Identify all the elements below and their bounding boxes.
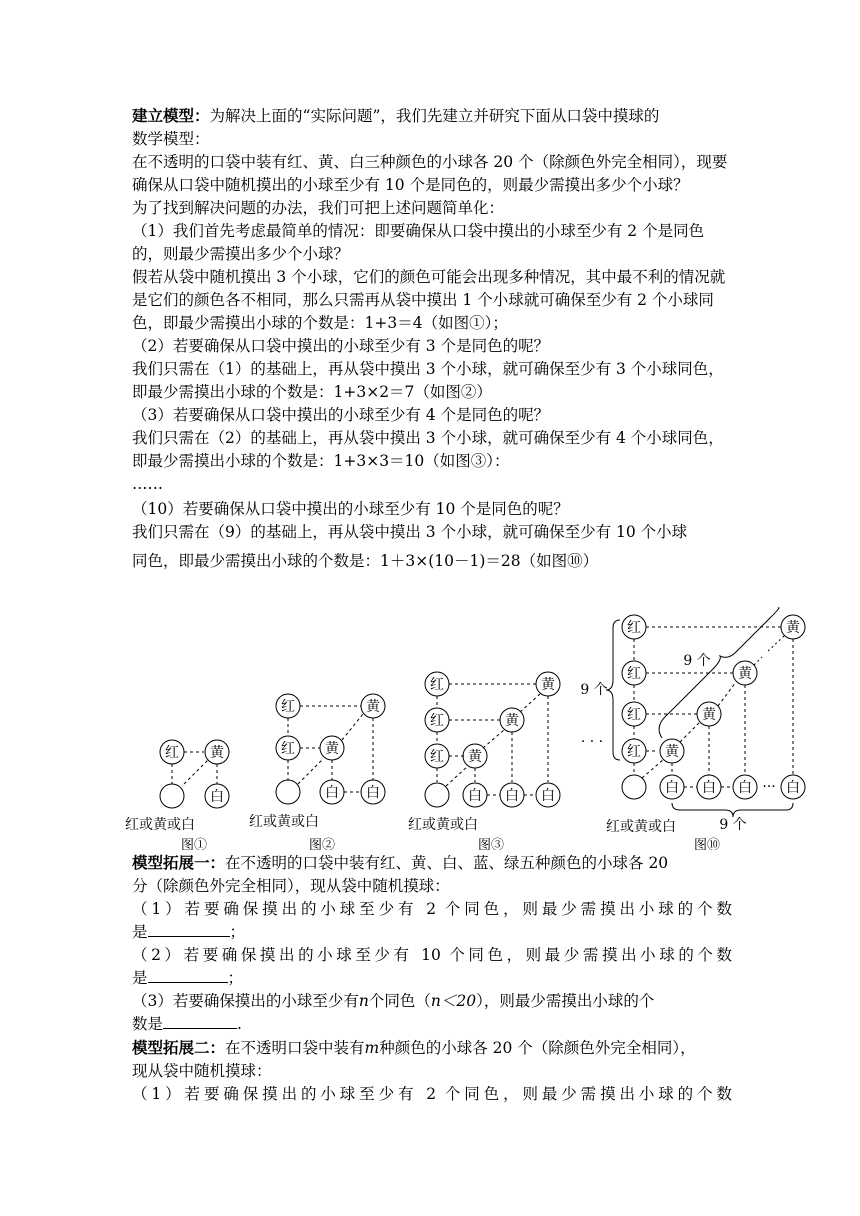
fig3-white-2: 白 <box>505 788 519 804</box>
fig3-yellow-3: 黄 <box>468 749 482 765</box>
fig10-red-4: 红 <box>627 744 641 760</box>
fig10-yellow-3: 黄 <box>702 707 716 723</box>
fig3-white-1: 白 <box>468 788 482 804</box>
fig10-red-3: 红 <box>627 707 641 723</box>
fig1-caption: 图① <box>180 838 208 850</box>
fig2-any-label: 红或黄或白 <box>249 814 319 830</box>
fig1-yellow-label: 黄 <box>210 745 224 761</box>
fig3-red-3: 红 <box>430 749 444 765</box>
fig10-yellow-1: 黄 <box>786 620 800 636</box>
step-3-question: （3）若要确保从口袋中摸出的小球至少有 4 个是同色的呢？ <box>132 406 550 424</box>
ext1-q1-line2: 是 ； <box>132 923 246 941</box>
fig10-caption: 图⑩ <box>693 838 721 850</box>
step-3-answer: 我们只需在（2）的基础上，再从袋中摸出 3 个小球，就可确保至少有 4 个小球同色，即最少需摸出小球的个数是：1+3×3＝10（如图③）： <box>132 429 724 470</box>
fig3-yellow-2: 黄 <box>505 713 519 729</box>
intro-line-2: 数学模型： <box>132 130 210 148</box>
fig1-any-label: 红或黄或白 <box>125 817 195 833</box>
ext1-q2-line2: 是 ； <box>132 969 244 987</box>
step-1-answer: 假若从袋中随机摸出 3 个小球，它们的颜色可能会出现多种情况，其中最不利的情况就是它们的颜色各不相同，那么只需再从袋中摸出 1 个小球就可确保至少有 2 个小球同色，即最少需摸出小球的个数是：1+3＝4（如图①）； <box>132 268 726 332</box>
fig1-red-label: 红 <box>165 745 179 761</box>
between-dots: · · · <box>580 734 604 750</box>
fig10-row-dots: ··· <box>762 779 776 795</box>
fig2-red-mid: 红 <box>281 741 295 757</box>
step-2-answer: 我们只需在（1）的基础上，再从袋中摸出 3 个小球，就可确保至少有 3 个小球同色，即最少需摸出小球的个数是：1+3×2＝7（如图②） <box>132 360 724 401</box>
fig3-red-2: 红 <box>430 713 444 729</box>
figure-3 <box>425 672 560 807</box>
ext2-q1-line1: （1）若要确保摸出的小球至少有 2 个同色，则最少需摸出小球的个数 <box>132 1085 732 1103</box>
fig10-white-4: 白 <box>786 780 800 796</box>
fig10-diagonal-count: 9 个 <box>683 653 711 669</box>
fig10-yellow-2: 黄 <box>738 666 752 682</box>
ext1-q3-line2: 数是 . <box>132 1015 242 1033</box>
ext1-q3-line1: （3）若要确保摸出的小球至少有n个同色（n＜20），则最少需摸出小球的个 <box>132 992 655 1010</box>
fig10-vertical-count: 9 个 <box>580 682 608 698</box>
answer-blank-1[interactable] <box>148 922 230 937</box>
ext1-q1-line1: （1）若要确保摸出的小球至少有 2 个同色，则最少需摸出小球的个数 <box>132 900 732 918</box>
fig2-white-1: 白 <box>325 785 339 801</box>
fig3-red-1: 红 <box>430 677 444 693</box>
fig2-white-2: 白 <box>366 785 380 801</box>
fig2-yellow-top: 黄 <box>366 699 380 715</box>
fig3-caption: 图③ <box>477 838 505 850</box>
fig10-any-label: 红或黄或白 <box>606 819 676 835</box>
ball-any <box>160 784 184 808</box>
simplify-line: 为了找到解决问题的办法，我们可把上述问题简单化： <box>132 199 505 217</box>
step-10-answer-1: 我们只需在（9）的基础上，再从袋中摸出 3 个小球，就可确保至少有 10 个小球 <box>132 523 688 541</box>
step-10-question: （10）若要确保从口袋中摸出的小球至少有 10 个是同色的呢？ <box>132 500 569 518</box>
section-heading-ext1: 模型拓展一： <box>132 853 226 872</box>
fig3-any-label: 红或黄或白 <box>408 817 478 833</box>
step-10-answer-2: 同色，即最少需摸出小球的个数是：1＋3×(10－1)＝28（如图⑩） <box>132 552 599 570</box>
fig10-white-1: 白 <box>665 780 679 796</box>
fig3-yellow-1: 黄 <box>541 677 555 693</box>
vertical-brace <box>606 620 620 760</box>
step-1-question: （1）我们首先考虑最简单的情况：即要确保从口袋中摸出的小球至少有 2 个是同色的，则最少需摸出多少个小球？ <box>132 222 705 263</box>
fig10-horizontal-count: 9 个 <box>719 817 747 833</box>
fig10-red-1: 红 <box>627 620 641 636</box>
horizontal-brace <box>672 803 793 817</box>
answer-blank-2[interactable] <box>148 968 228 983</box>
section-heading-ext2: 模型拓展二： <box>132 1038 226 1057</box>
extensions <box>132 851 732 1106</box>
intro-line-1: 建立模型：为解决上面的“实际问题”，我们先建立并研究下面从口袋中摸球的 <box>132 106 660 125</box>
section-heading-model: 建立模型： <box>132 106 210 125</box>
fig1-white-label: 白 <box>210 789 224 805</box>
fig2-yellow-mid: 黄 <box>325 741 339 757</box>
ellipsis-line: …… <box>132 475 163 493</box>
fig10-yellow-4: 黄 <box>665 744 679 760</box>
ball-diagrams <box>0 600 860 850</box>
problem-statement: 在不透明的口袋中装有红、黄、白三种颜色的小球各 20 个（除颜色外完全相同），现要确保从口袋中随机摸出的小球至少有 10 个是同色的，则最少需摸出多少个小球？ <box>132 153 728 194</box>
fig2-caption: 图② <box>308 838 336 850</box>
fig10-white-2: 白 <box>702 780 716 796</box>
ext1-intro-2: 分（除颜色外完全相同），现从袋中随机摸球： <box>132 877 450 895</box>
ext1-intro: 模型拓展一：在不透明的口袋中装有红、黄、白、蓝、绿五种颜色的小球各 20 <box>132 853 669 872</box>
fig3-white-3: 白 <box>541 788 555 804</box>
ext1-q2-line1: （2）若要确保摸出的小球至少有 10 个同色，则最少需摸出小球的个数 <box>132 946 732 964</box>
fig10-white-3: 白 <box>738 780 752 796</box>
document-body <box>132 104 732 573</box>
fig10-red-2: 红 <box>627 666 641 682</box>
answer-blank-3[interactable] <box>163 1014 237 1029</box>
fig2-red-top: 红 <box>281 699 295 715</box>
step-2-question: （2）若要确保从口袋中摸出的小球至少有 3 个是同色的呢？ <box>132 337 550 355</box>
ext2-intro: 模型拓展二：在不透明口袋中装有m种颜色的小球各 20 个（除颜色外完全相同）， <box>132 1038 696 1057</box>
ext2-intro-2: 现从袋中随机摸球： <box>132 1062 272 1080</box>
